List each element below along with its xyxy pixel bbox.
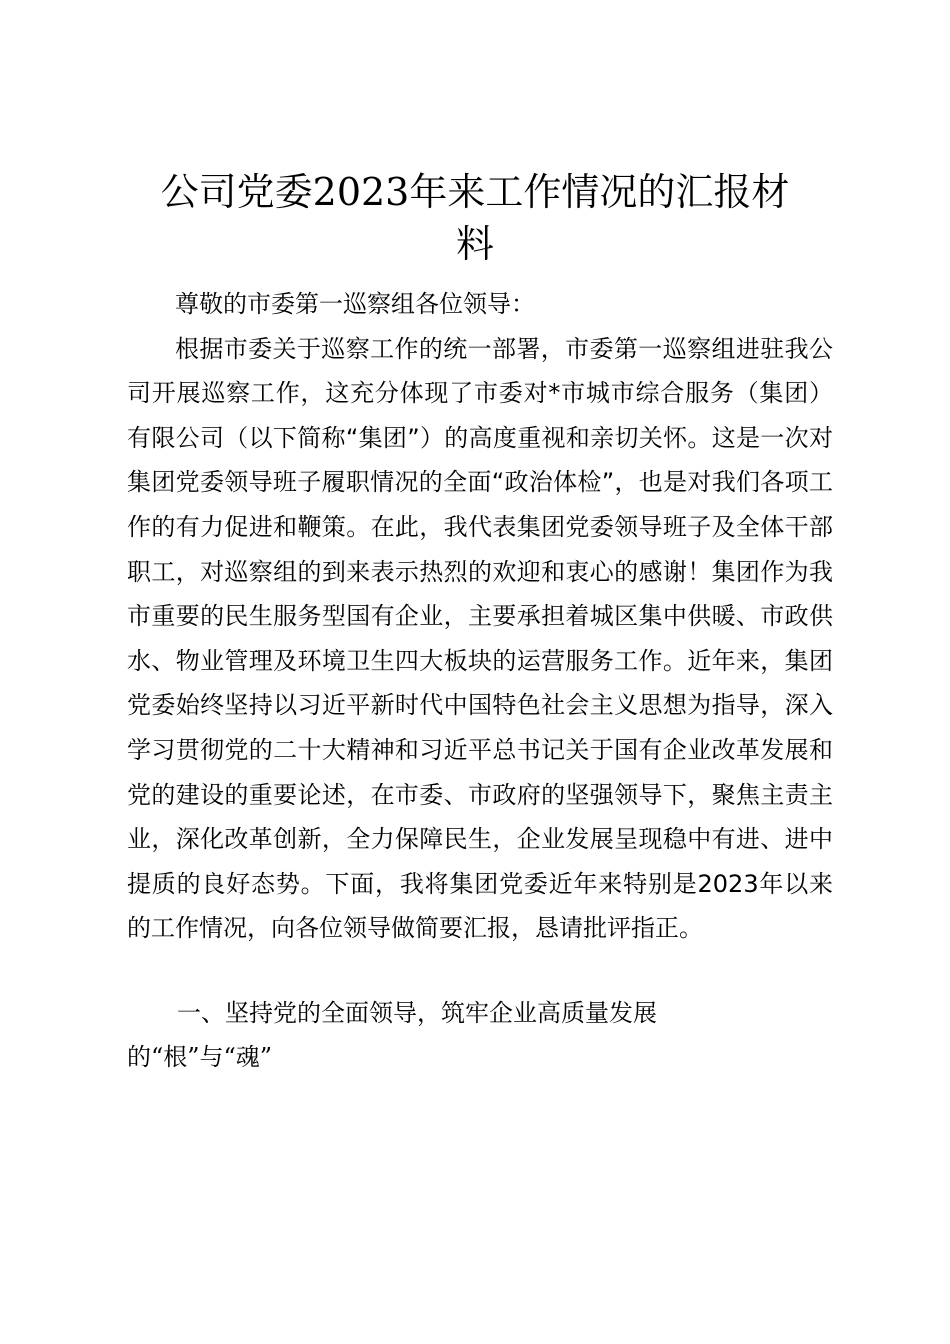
salutation: 尊敬的市委第一巡察组各位领导： bbox=[175, 290, 535, 318]
document-body bbox=[127, 282, 833, 951]
document-title bbox=[100, 166, 850, 270]
title-line-1: 公司党委2023年来工作情况的汇报材 bbox=[160, 170, 790, 214]
title-line-2: 料 bbox=[455, 222, 494, 266]
section-1-heading bbox=[127, 991, 727, 1079]
section-1-heading-line-2: 的“根”与“魂” bbox=[127, 1043, 273, 1071]
paragraph-1: 根据市委关于巡察工作的统一部署，市委第一巡察组进驻我公司开展巡察工作，这充分体现了市委对*市城市综合服务（集团）有限公司（以下简称“集团”）的高度重视和亲切关怀。这是一次对集团党委领导班子履职情况的全面“政治体检”，也是对我们各项工作的有力促进和鞭策。在此，我代表集团党委领导班子及全体干部职工，对巡察组的到来表示热烈的欢迎和衷心的感谢！集团作为我市重要的民生服务型国有企业，主要承担着城区集中供暖、市政供水、物业管理及环境卫生四大板块的运营服务工作。近年来，集团党委始终坚持以习近平新时代中国特色社会主义思想为指导，深入学习贯彻党的二十大精神和习近平总书记关于国有企业改革发展和党的建设的重要论述，在市委、市政府的坚强领导下，聚焦主责主业，深化改革创新，全力保障民生，企业发展呈现稳中有进、进中提质的良好态势。下面，我将集团党委近年来特别是2023年以来的工作情况，向各位领导做简要汇报，恳请批评指正。 bbox=[127, 334, 833, 943]
section-1-heading-line-1: 一、坚持党的全面领导，筑牢企业高质量发展 bbox=[177, 999, 657, 1027]
